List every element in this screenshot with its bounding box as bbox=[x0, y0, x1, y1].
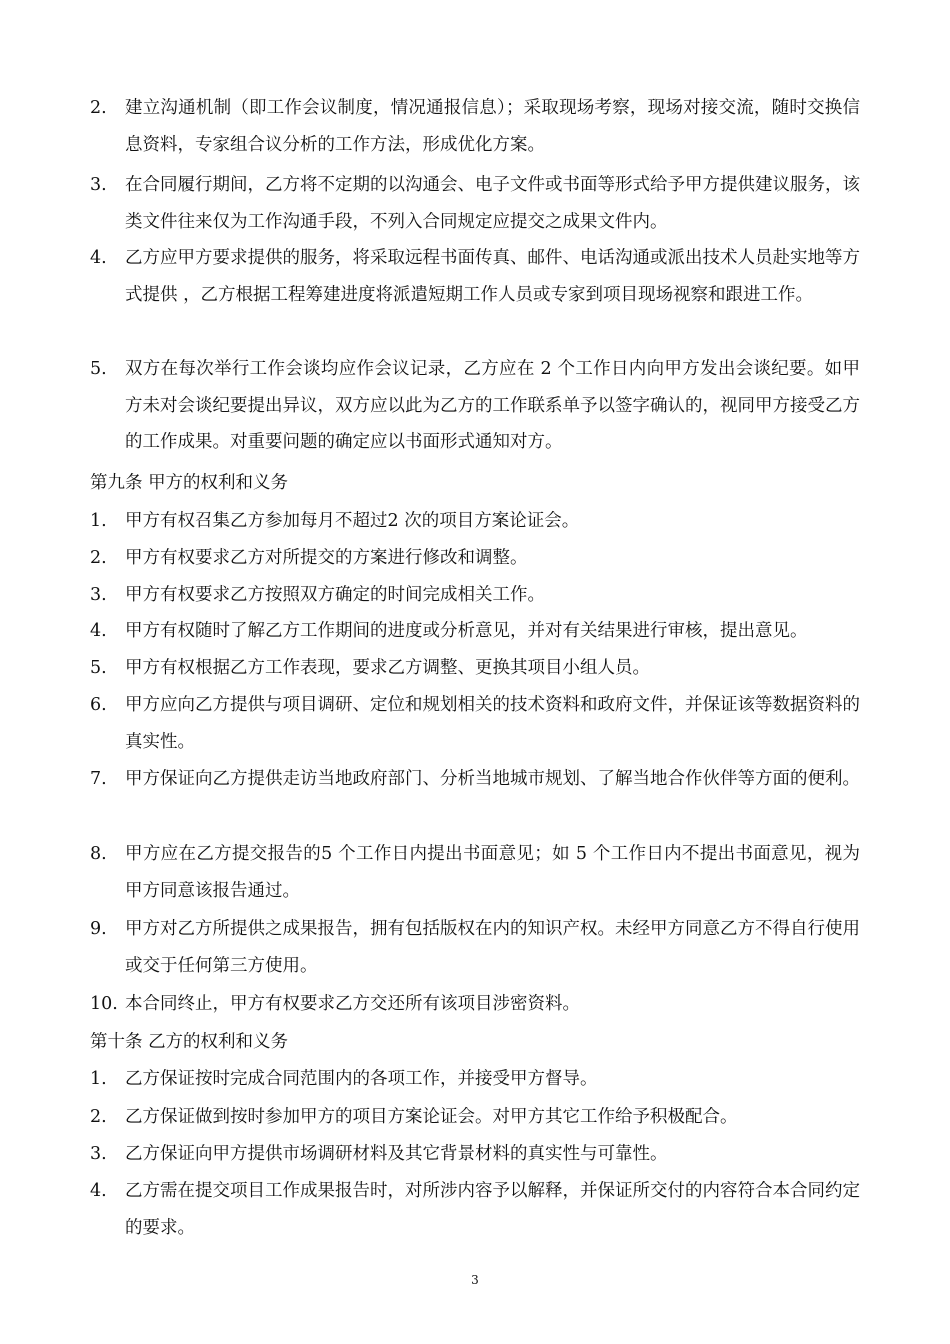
item-number: 4. bbox=[90, 621, 107, 641]
item-text: 甲方有权要求乙方按照双方确定的时间完成相关工作。 bbox=[125, 585, 545, 605]
clause-8-item-5 bbox=[90, 351, 860, 461]
item-number: 5. bbox=[90, 359, 107, 379]
item-number: 3. bbox=[90, 1144, 107, 1164]
clause-9-item-10 bbox=[90, 986, 860, 1023]
clause-9-item-2 bbox=[90, 540, 860, 577]
clause-9-item-1 bbox=[90, 503, 860, 540]
item-number: 5. bbox=[90, 658, 107, 678]
clause-10-item-1 bbox=[90, 1061, 860, 1098]
item-text: 本合同终止，甲方有权要求乙方交还所有该项目涉密资料。 bbox=[125, 994, 580, 1014]
item-text: 乙方保证按时完成合同范围内的各项工作，并接受甲方督导。 bbox=[125, 1069, 598, 1089]
item-text: 甲方应在乙方提交报告的5 个工作日内提出书面意见；如 5 个工作日内不提出书面意见，视为甲方同意该报告通过。 bbox=[125, 844, 860, 901]
item-number: 7. bbox=[90, 769, 107, 789]
item-number: 3. bbox=[90, 585, 107, 605]
item-text: 乙方保证向甲方提供市场调研材料及其它背景材料的真实性与可靠性。 bbox=[125, 1144, 668, 1164]
item-text: 在合同履行期间，乙方将不定期的以沟通会、电子文件或书面等形式给予甲方提供建议服务，该类文件往来仅为工作沟通手段，不列入合同规定应提交之成果文件内。 bbox=[125, 175, 860, 232]
clause-9-item-3 bbox=[90, 577, 860, 614]
section-10-heading: 第十条 乙方的权利和义务 bbox=[90, 1032, 289, 1052]
clause-8-item-4 bbox=[90, 240, 860, 313]
item-text: 乙方应甲方要求提供的服务，将采取远程书面传真、邮件、电话沟通或派出技术人员赴实地等方式提供 ，乙方根据工程筹建进度将派遣短期工作人员或专家到项目现场视察和跟进工作。 bbox=[125, 248, 860, 305]
item-text: 甲方有权召集乙方参加每月不超过2 次的项目方案论证会。 bbox=[125, 511, 580, 531]
clause-9-item-9 bbox=[90, 911, 860, 984]
item-number: 4. bbox=[90, 248, 107, 268]
item-text: 甲方保证向乙方提供走访当地政府部门、分析当地城市规划、了解当地合作伙伴等方面的便利。 bbox=[125, 769, 860, 789]
item-number: 2. bbox=[90, 1107, 107, 1127]
page-number: 3 bbox=[471, 1273, 479, 1287]
item-text: 建立沟通机制（即工作会议制度，情况通报信息）；采取现场考察，现场对接交流，随时交换信息资料，专家组合议分析的工作方法，形成优化方案。 bbox=[125, 98, 860, 155]
item-number: 2. bbox=[90, 98, 107, 118]
item-text: 乙方保证做到按时参加甲方的项目方案论证会。对甲方其它工作给予积极配合。 bbox=[125, 1107, 738, 1127]
item-text: 甲方应向乙方提供与项目调研、定位和规划相关的技术资料和政府文件，并保证该等数据资料的真实性。 bbox=[125, 695, 860, 752]
item-text: 双方在每次举行工作会谈均应作会议记录，乙方应在 2 个工作日内向甲方发出会谈纪要。如甲方未对会谈纪要提出异议，双方应以此为乙方的工作联系单予以签字确认的，视同甲方接受乙方的工作成果。对重要问题的确定应以书面形式通知对方。 bbox=[125, 359, 860, 452]
clause-9-item-7 bbox=[90, 761, 860, 798]
item-text: 甲方有权要求乙方对所提交的方案进行修改和调整。 bbox=[125, 548, 528, 568]
item-text: 乙方需在提交项目工作成果报告时，对所涉内容予以解释，并保证所交付的内容符合本合同约定的要求。 bbox=[125, 1181, 860, 1238]
clause-9-item-5 bbox=[90, 650, 860, 687]
item-number: 6. bbox=[90, 695, 107, 715]
item-number: 4. bbox=[90, 1181, 107, 1201]
clause-9-item-6 bbox=[90, 687, 860, 760]
item-number: 8. bbox=[90, 844, 107, 864]
item-number: 1. bbox=[90, 1069, 107, 1089]
clause-10-item-4 bbox=[90, 1173, 860, 1246]
clause-9-item-8 bbox=[90, 836, 860, 909]
clause-9-item-4 bbox=[90, 613, 860, 650]
item-number: 3. bbox=[90, 175, 107, 195]
item-number: 9. bbox=[90, 919, 107, 939]
clause-8-item-3 bbox=[90, 167, 860, 240]
clause-10-item-3 bbox=[90, 1136, 860, 1173]
clause-10-item-2 bbox=[90, 1099, 860, 1136]
section-9-heading: 第九条 甲方的权利和义务 bbox=[90, 473, 289, 493]
item-number: 1. bbox=[90, 511, 107, 531]
item-number: 10. bbox=[90, 994, 118, 1014]
item-text: 甲方对乙方所提供之成果报告，拥有包括版权在内的知识产权。未经甲方同意乙方不得自行使用或交于任何第三方使用。 bbox=[125, 919, 860, 976]
item-text: 甲方有权随时了解乙方工作期间的进度或分析意见，并对有关结果进行审核，提出意见。 bbox=[125, 621, 808, 641]
clause-8-item-2 bbox=[90, 90, 860, 163]
item-number: 2. bbox=[90, 548, 107, 568]
item-text: 甲方有权根据乙方工作表现，要求乙方调整、更换其项目小组人员。 bbox=[125, 658, 650, 678]
